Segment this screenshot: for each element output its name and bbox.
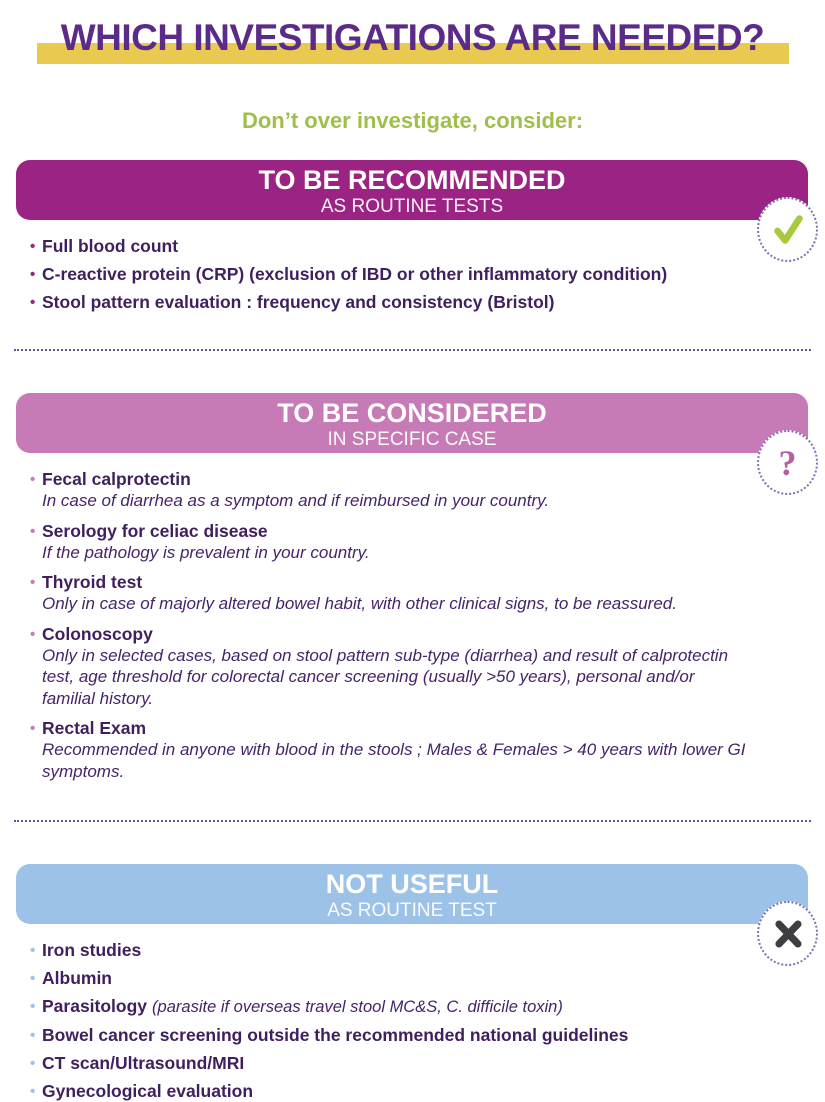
list-item-text: Stool pattern evaluation : frequency and consistency (Bristol) xyxy=(42,292,555,312)
section-recommended xyxy=(16,160,808,313)
bullet-icon: • xyxy=(30,970,36,987)
list-item xyxy=(30,718,748,782)
bullet-icon: • xyxy=(30,266,36,283)
list-item xyxy=(30,236,748,257)
cross-icon xyxy=(770,916,806,952)
list-item-title: Colonoscopy xyxy=(42,623,153,644)
list-item-note: Recommended in anyone with blood in the stools ; Males & Females > 40 years with lower GI symptoms. xyxy=(42,740,746,781)
list-item-text: Albumin xyxy=(42,968,112,988)
considered-badge xyxy=(757,430,818,495)
list-item-title: Serology for celiac disease xyxy=(42,520,268,541)
section-considered xyxy=(16,393,808,782)
list-item-inline-note: (parasite if overseas travel stool MC&S, C. difficile toxin) xyxy=(152,998,563,1016)
list-item-text: Bowel cancer screening outside the recommended national guidelines xyxy=(42,1025,629,1045)
list-item xyxy=(30,624,748,710)
recommended-badge xyxy=(757,197,818,262)
section-not-useful-subtitle: AS ROUTINE TEST xyxy=(327,900,497,921)
recommended-list xyxy=(16,236,808,313)
list-item xyxy=(30,968,748,989)
section-considered-subtitle: IN SPECIFIC CASE xyxy=(327,429,497,450)
list-item-note: If the pathology is prevalent in your country. xyxy=(42,542,370,562)
section-not-useful-title: NOT USEFUL xyxy=(325,869,499,899)
section-considered-title: TO BE CONSIDERED xyxy=(277,398,547,428)
section-recommended-subtitle: AS ROUTINE TESTS xyxy=(320,196,504,217)
list-item-text: Iron studies xyxy=(42,940,142,960)
list-item xyxy=(30,572,748,615)
dotted-divider xyxy=(14,820,811,822)
list-item-title: Thyroid test xyxy=(42,572,143,592)
list-item-title: Fecal calprotectin xyxy=(42,469,191,489)
list-item-text: C-reactive protein (CRP) (exclusion of IBD or other inflammatory condition) xyxy=(42,264,668,284)
question-mark-icon: ? xyxy=(778,442,797,483)
list-item xyxy=(30,1081,748,1102)
section-not-useful-header xyxy=(16,864,808,924)
section-not-useful xyxy=(16,864,808,1102)
bullet-icon: • xyxy=(30,1027,36,1044)
title-block xyxy=(0,0,825,66)
list-item-note: Only in case of majorly altered bowel habit, with other clinical signs, to be reassured. xyxy=(42,594,677,613)
bullet-icon: • xyxy=(30,942,36,959)
bullet-icon: • xyxy=(30,998,36,1015)
list-item-text: Parasitology xyxy=(42,996,148,1016)
checkmark-icon xyxy=(769,211,807,249)
list-item xyxy=(30,469,748,512)
page-title: WHICH INVESTIGATIONS ARE NEEDED? xyxy=(60,17,765,58)
list-item-title: Rectal Exam xyxy=(42,718,147,738)
bullet-icon: • xyxy=(30,238,36,255)
list-item xyxy=(30,940,748,961)
bullet-icon: • xyxy=(30,574,36,591)
dotted-divider xyxy=(14,349,811,351)
considered-list xyxy=(16,469,808,782)
list-item-note: Only in selected cases, based on stool pattern sub-type (diarrhea) and result of calprotectin test, age threshold for colorectal cancer screening (usually >50 years), personal and/or familial history. xyxy=(42,645,729,708)
list-item-text: CT scan/Ultrasound/MRI xyxy=(42,1053,245,1073)
section-considered-header xyxy=(16,393,808,453)
bullet-icon: • xyxy=(30,294,36,311)
section-recommended-header xyxy=(16,160,808,220)
list-item xyxy=(30,292,748,313)
bullet-icon: • xyxy=(30,625,36,643)
bullet-icon: • xyxy=(30,720,36,737)
list-item-text: Full blood count xyxy=(42,236,179,256)
page-subtitle: Don’t over investigate, consider: xyxy=(241,108,584,133)
list-item xyxy=(30,996,748,1018)
bullet-icon: • xyxy=(30,522,36,540)
bullet-icon: • xyxy=(30,1055,36,1072)
list-item-note: In case of diarrhea as a symptom and if reimbursed in your country. xyxy=(42,491,550,510)
bullet-icon: • xyxy=(30,1083,36,1100)
list-item xyxy=(30,264,748,285)
list-item xyxy=(30,1025,748,1046)
section-recommended-title: TO BE RECOMMENDED xyxy=(258,165,566,195)
list-item-text: Gynecological evaluation xyxy=(42,1081,254,1101)
list-item xyxy=(30,521,748,564)
list-item xyxy=(30,1053,748,1074)
bullet-icon: • xyxy=(30,471,36,488)
not-useful-badge xyxy=(757,901,818,966)
not-useful-list xyxy=(16,940,808,1102)
